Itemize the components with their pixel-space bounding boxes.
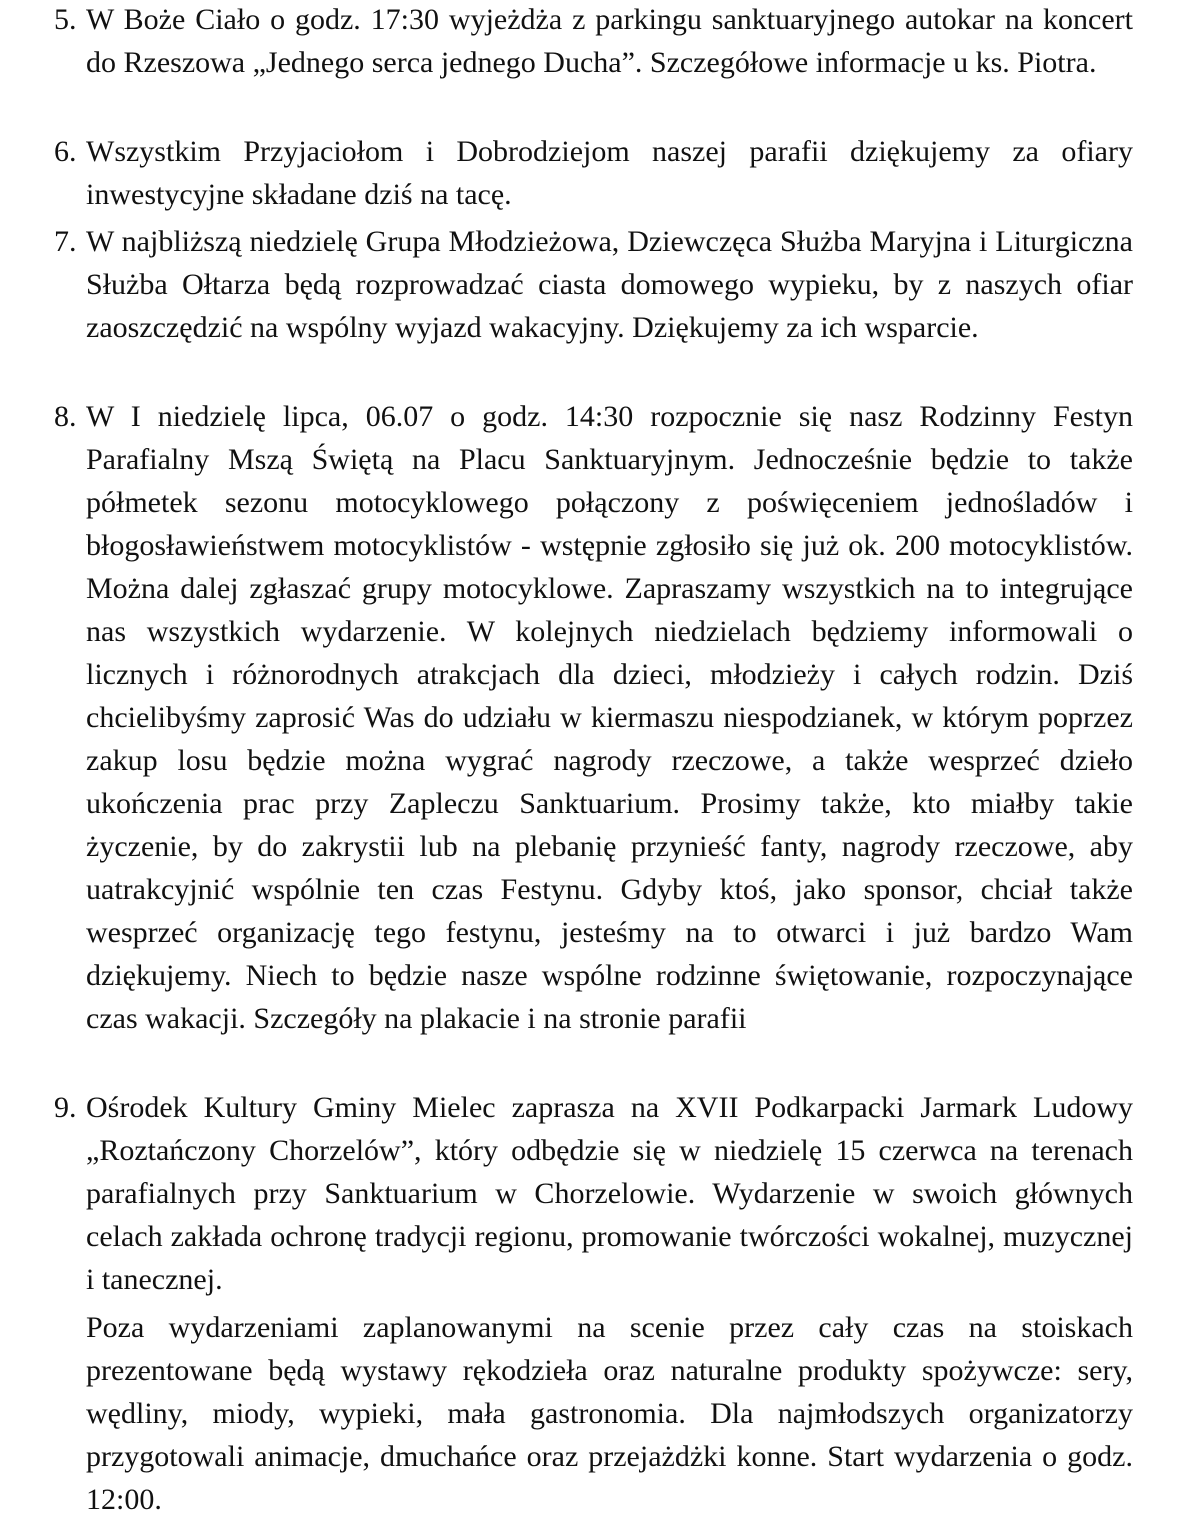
item-text: Wszystkim Przyjaciołom i Dobrodziejom naszej parafii dziękujemy za ofiary inwestycyjne składane dziś na tacę.	[86, 135, 1133, 211]
item-text: W najbliższą niedzielę Grupa Młodzieżowa, Dziewczęca Służba Maryjna i Liturgiczna Służba Ołtarza będą rozprowadzać ciasta domowego wypieku, by z naszych ofiar zaoszczędzić na wspólny wyjazd wakacyjny. Dziękujemy za ich wsparcie.	[86, 225, 1133, 344]
item-number: 6.	[54, 135, 77, 168]
announcement-item-9	[0, 1086, 1190, 1521]
item-text: Ośrodek Kultury Gminy Mielec zaprasza na XVII Podkarpacki Jarmark Ludowy „Roztańczony Chorzelów”, który odbędzie się w niedzielę 15 czerwca na terenach parafialnych przy Sanktuarium w Chorzelowie. Wydarzenie w swoich głównych celach zakłada ochronę tradycji regionu, promowanie twórczości wokalnej, muzycznej i tanecznej.	[86, 1091, 1133, 1296]
item-number: 7.	[54, 225, 77, 258]
announcement-item-5	[0, 0, 1190, 84]
item-number: 5.	[54, 3, 77, 36]
announcement-item-6	[0, 130, 1190, 216]
item-text: W I niedzielę lipca, 06.07 o godz. 14:30 rozpocznie się nasz Rodzinny Festyn Parafialny Mszą Świętą na Placu Sanktuaryjnym. Jednocześnie będzie to także półmetek sezonu motocyklowego połączony z poświęceniem jednośladów i błogosławieństwem motocyklistów - wstępnie zgłosiło się już ok. 200 motocyklistów. Można dalej zgłaszać grupy motocyklowe. Zapraszamy wszystkich na to integrujące nas wszystkich wydarzenie. W kolejnych niedzielach będziemy informowali o licznych i różnorodnych atrakcjach dla dzieci, młodzieży i całych rodzin. Dziś chcielibyśmy zaprosić Was do udziału w kiermaszu niespodzianek, w którym poprzez zakup losu będzie można wygrać nagrody rzeczowe, a także wesprzeć dzieło ukończenia prac przy Zapleczu Sanktuarium. Prosimy także, kto miałby takie życzenie, by do zakrystii lub na plebanię przynieść fanty, nagrody rzeczowe, aby uatrakcyjnić wspólnie ten czas Festynu. Gdyby ktoś, jako sponsor, chciał także wesprzeć organizację tego festynu, jesteśmy na to otwarci i już bardzo Wam dziękujemy. Niech to będzie nasze wspólne rodzinne świętowanie, rozpoczynające czas wakacji. Szczegóły na plakacie i na stronie parafii	[86, 400, 1133, 1035]
announcement-item-7	[0, 220, 1190, 349]
item-number: 8.	[54, 400, 77, 433]
item-continuation-text: Poza wydarzeniami zaplanowanymi na scenie przez cały czas na stoiskach prezentowane będą wystawy rękodzieła oraz naturalne produkty spożywcze: sery, wędliny, miody, wypieki, mała gastronomia. Dla najmłodszych organizatorzy przygotowali animacje, dmuchańce oraz przejażdżki konne. Start wydarzenia o godz. 12:00.	[86, 1311, 1133, 1516]
announcement-item-8	[0, 395, 1190, 1040]
item-number: 9.	[54, 1091, 77, 1124]
item-text: W Boże Ciało o godz. 17:30 wyjeżdża z parkingu sanktuaryjnego autokar na koncert do Rzeszowa „Jednego serca jednego Ducha”. Szczegółowe informacje u ks. Piotra.	[86, 3, 1133, 79]
